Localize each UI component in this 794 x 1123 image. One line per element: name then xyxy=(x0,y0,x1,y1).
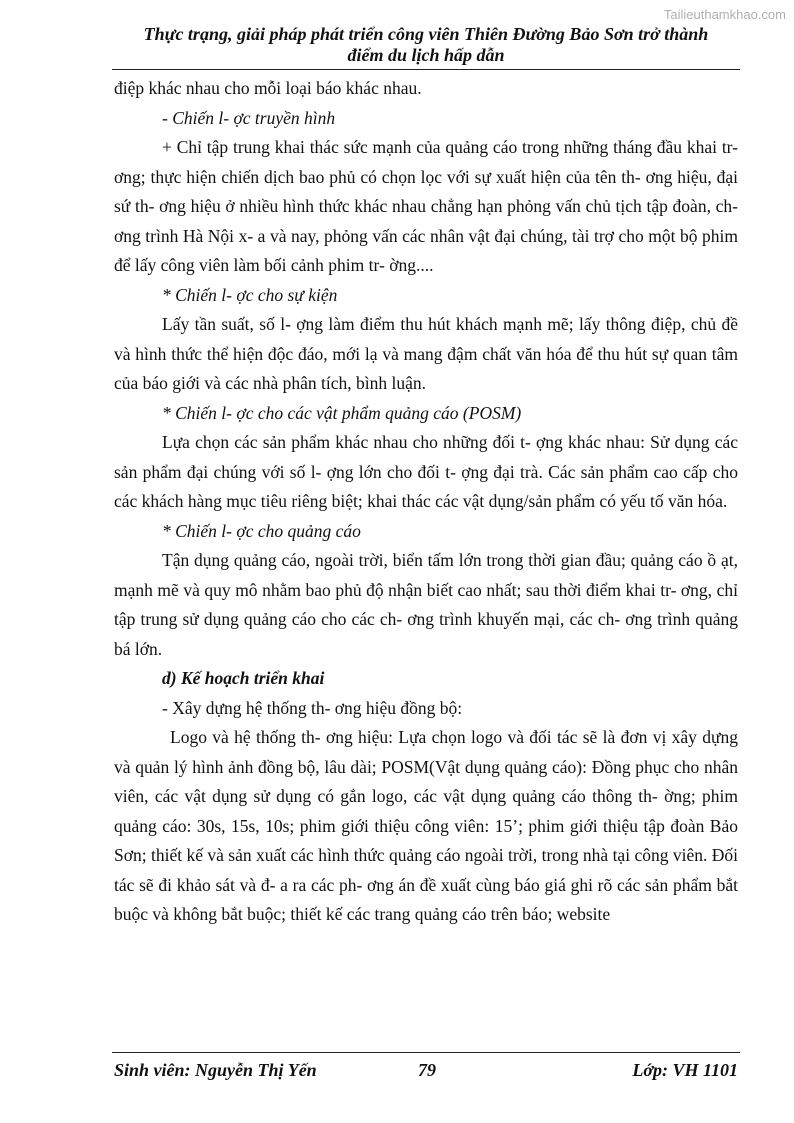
section-heading: * Chiến l- ợc cho các vật phẩm quảng cáo (POSM) xyxy=(162,402,522,423)
paragraph: + Chỉ tập trung khai thác sức mạnh của quảng cáo trong những tháng đầu khai tr- ơng; thực hiện chiến dịch bao phủ có chọn lọc với sự xuất hiện của tên th- ơng hiệu, đại sứ th- ơng hiệu ở nhiều hình thức khác nhau chẳng hạn phỏng vấn chủ tịch tập đoàn, ch- ơng trình Hà Nội x- a và nay, phỏng vấn các nhân vật đại chúng, tài trợ cho một bộ phim để lấy công viên làm bối cảnh phim tr- ờng.... xyxy=(114,137,738,275)
section-heading: * Chiến l- ợc cho quảng cáo xyxy=(162,520,361,541)
paragraph: Lấy tần suất, số l- ợng làm điểm thu hút khách mạnh mẽ; lấy thông điệp, chủ đề và hình thức thể hiện độc đáo, mới lạ và mang đậm chất văn hóa để thu hút sự quan tâm của báo giới và các nhà phân tích, bình luận. xyxy=(114,314,738,393)
subsection-heading: d) Kế hoạch triển khai xyxy=(162,668,325,688)
footer-class: Lớp: VH 1101 xyxy=(632,1060,738,1080)
paragraph: điệp khác nhau cho mỗi loại báo khác nhau. xyxy=(114,78,422,98)
page-header xyxy=(112,24,740,66)
paragraph: - Xây dựng hệ thống th- ơng hiệu đồng bộ: xyxy=(162,697,463,718)
document-body xyxy=(114,74,738,930)
header-divider xyxy=(112,69,740,70)
paragraph: Logo và hệ thống th- ơng hiệu: Lựa chọn logo và đối tác sẽ là đơn vị xây dựng và quản lý hình ảnh đồng bộ, lâu dài; POSM(Vật dụng quảng cáo): Đồng phục cho nhân viên, các vật dụng sử dụng có gắn logo, các vật dụng quảng cáo thông th- ờng; phim quảng cáo: 30s, 15s, 10s; phim giới thiệu công viên: 15’; phim giới thiệu tập đoàn Bảo Sơn; thiết kế và sản xuất các hình thức quảng cáo ngoài trời, trong nhà tại công viên. Đối tác sẽ đi khảo sát và đ- a ra các ph- ơng án đề xuất cùng báo giá ghi rõ các sản phẩm bắt buộc và không bắt buộc; thiết kế các trang quảng cáo trên báo; website xyxy=(114,727,738,924)
footer-divider xyxy=(112,1052,740,1053)
section-heading: * Chiến l- ợc cho sự kiện xyxy=(162,284,338,305)
footer-student: Sinh viên: Nguyễn Thị Yến xyxy=(114,1060,317,1080)
watermark: Tailieuthamkhao.com xyxy=(663,7,786,22)
header-title-line-2: điểm du lịch hấp dẫn xyxy=(347,45,505,65)
page-number: 79 xyxy=(418,1060,436,1080)
header-title-line-1: Thực trạng, giải pháp phát triển công viên Thiên Đường Bảo Sơn trở thành xyxy=(143,24,709,44)
section-heading: - Chiến l- ợc truyền hình xyxy=(162,107,336,128)
paragraph: Tận dụng quảng cáo, ngoài trời, biển tấm lớn trong thời gian đầu; quảng cáo ồ ạt, mạnh mẽ và quy mô nhằm bao phủ độ nhận biết cao nhất; sau thời điểm khai tr- ơng, chỉ tập trung sử dụng quảng cáo cho các ch- ơng trình khuyến mại, các ch- ơng trình quảng bá lớn. xyxy=(114,550,738,659)
paragraph: Lựa chọn các sản phẩm khác nhau cho những đối t- ợng khác nhau: Sử dụng các sản phẩm đại chúng với số l- ợng lớn cho đối t- ợng đại trà. Các sản phẩm cao cấp cho các khách hàng mục tiêu riêng biệt; khai thác các vật dụng/sản phẩm có yếu tố văn hóa. xyxy=(114,432,738,511)
